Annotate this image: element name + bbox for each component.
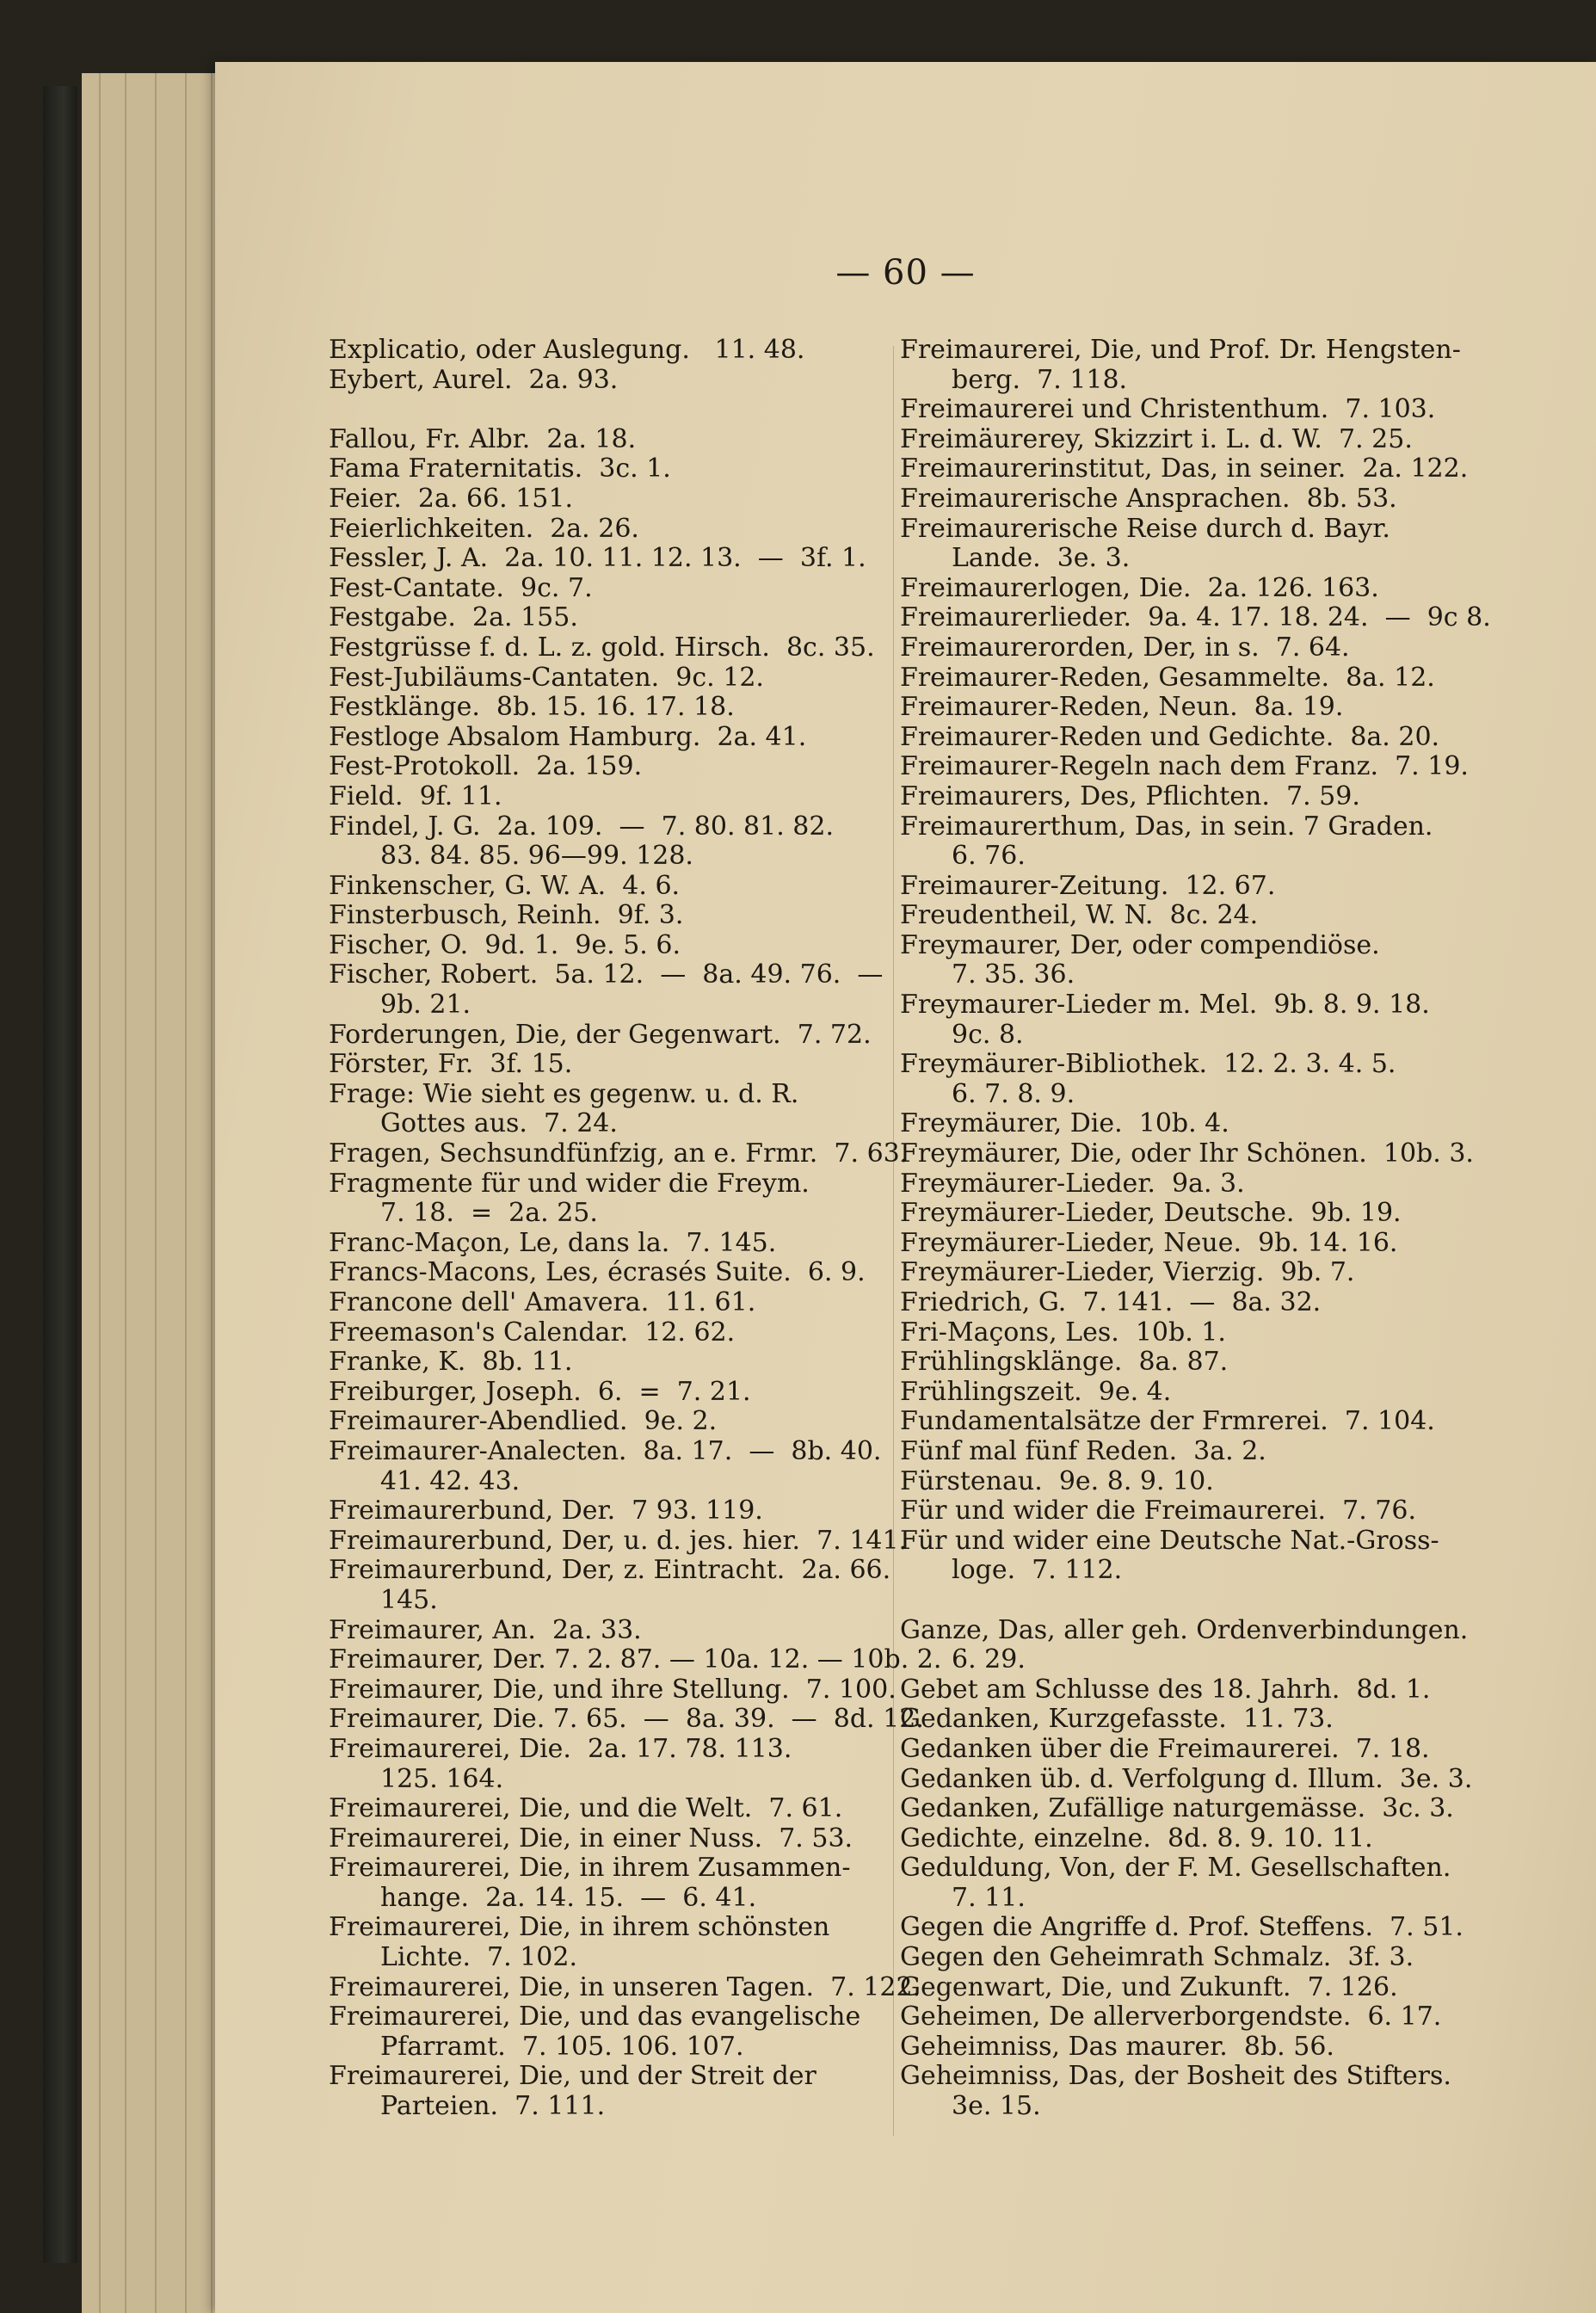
index-entry: Freimaurerei, Die, in ihrem Zusammen- bbox=[329, 1853, 851, 1884]
index-entry: Freymäurer-Lieder, Neue. 9b. 14. 16. bbox=[900, 1227, 1398, 1258]
index-entry: Fri-Maçons, Les. 10b. 1. bbox=[900, 1317, 1226, 1348]
index-entry: Gedanken über die Freimaurerei. 7. 18. bbox=[900, 1733, 1430, 1764]
index-entry: Geheimniss, Das maurer. 8b. 56. bbox=[900, 2031, 1334, 2062]
index-entry: Freiburger, Joseph. 6. = 7. 21. bbox=[329, 1376, 751, 1407]
index-entry: Freimaurerorden, Der, in s. 7. 64. bbox=[900, 632, 1350, 663]
index-entry: Forderungen, Die, der Gegenwart. 7. 72. bbox=[329, 1019, 872, 1050]
index-entry: Freimaurer, Die. 7. 65. — 8a. 39. — 8d. 12. bbox=[329, 1704, 924, 1735]
index-entry: Geduldung, Von, der F. M. Gesellschaften. bbox=[900, 1853, 1451, 1884]
index-entry: Freymäurer-Bibliothek. 12. 2. 3. 4. 5. bbox=[900, 1049, 1396, 1080]
index-entry: Freimaurerbund, Der, u. d. jes. hier. 7. 141. bbox=[329, 1525, 908, 1556]
index-entry-continuation: Gottes aus. 7. 24. bbox=[380, 1108, 618, 1139]
book-page bbox=[215, 62, 1596, 2313]
index-entry: Freymäurer-Lieder, Deutsche. 9b. 19. bbox=[900, 1198, 1402, 1229]
index-entry: Freimaurerei, Die, in unseren Tagen. 7. 122. bbox=[329, 1971, 921, 2002]
index-entry: Gedichte, einzelne. 8d. 8. 9. 10. 11. bbox=[900, 1823, 1373, 1853]
page-edge-line bbox=[99, 73, 101, 2313]
index-entry-continuation: berg. 7. 118. bbox=[952, 364, 1128, 395]
index-entry-continuation: loge. 7. 112. bbox=[952, 1555, 1123, 1586]
index-entry-continuation: 125. 164. bbox=[380, 1763, 504, 1794]
column-divider bbox=[893, 346, 894, 2136]
index-entry: Frage: Wie sieht es gegenw. u. d. R. bbox=[329, 1078, 799, 1109]
index-entry: Freimaurer-Reden, Gesammelte. 8a. 12. bbox=[900, 662, 1435, 693]
index-entry: Friedrich, G. 7. 141. — 8a. 32. bbox=[900, 1287, 1322, 1317]
index-entry: Freimaurer-Reden und Gedichte. 8a. 20. bbox=[900, 721, 1440, 752]
index-entry: Eybert, Aurel. 2a. 93. bbox=[329, 364, 619, 395]
index-entry: Festklänge. 8b. 15. 16. 17. 18. bbox=[329, 692, 735, 723]
index-entry: Franke, K. 8b. 11. bbox=[329, 1347, 573, 1378]
index-entry: Fischer, Robert. 5a. 12. — 8a. 49. 76. — bbox=[329, 959, 884, 990]
page-number: — 60 — bbox=[835, 253, 976, 293]
index-entry: Gegenwart, Die, und Zukunft. 7. 126. bbox=[900, 1971, 1398, 2002]
index-entry: Fallou, Fr. Albr. 2a. 18. bbox=[329, 423, 637, 454]
index-entry: Feier. 2a. 66. 151. bbox=[329, 483, 574, 514]
index-entry: Freymäurer-Lieder, Vierzig. 9b. 7. bbox=[900, 1257, 1355, 1288]
index-entry: Für und wider die Freimaurerei. 7. 76. bbox=[900, 1496, 1417, 1527]
index-entry: Freymaurer-Lieder m. Mel. 9b. 8. 9. 18. bbox=[900, 990, 1430, 1021]
index-entry: Fünf mal fünf Reden. 3a. 2. bbox=[900, 1435, 1266, 1466]
index-entry: Freimaurer-Reden, Neun. 8a. 19. bbox=[900, 692, 1344, 723]
index-entry: Freimaurerei, Die, und das evangelische bbox=[329, 2002, 861, 2032]
index-entry: Freimaurerbund, Der, z. Eintracht. 2a. 66. bbox=[329, 1555, 891, 1586]
blank-line bbox=[900, 1586, 1502, 1616]
index-entry: Freymäurer, Die, oder Ihr Schönen. 10b. 3. bbox=[900, 1138, 1474, 1169]
index-entry: Fundamentalsätze der Frmrerei. 7. 104. bbox=[900, 1406, 1435, 1437]
index-entry: Freimaurer, Die, und ihre Stellung. 7. 100. bbox=[329, 1674, 897, 1705]
index-entry: Fama Fraternitatis. 3c. 1. bbox=[329, 453, 671, 484]
index-entry: Francone dell' Amavera. 11. 61. bbox=[329, 1287, 756, 1317]
index-entry-continuation: 9b. 21. bbox=[380, 990, 471, 1021]
index-column-left bbox=[329, 335, 942, 2122]
index-entry: Fessler, J. A. 2a. 10. 11. 12. 13. — 3f. 1. bbox=[329, 543, 866, 574]
index-entry-continuation: 3e. 15. bbox=[952, 2091, 1041, 2122]
index-entry: Freimaurer-Regeln nach dem Franz. 7. 19. bbox=[900, 751, 1469, 782]
index-entry-continuation: 7. 35. 36. bbox=[952, 959, 1075, 990]
index-entry: Festgabe. 2a. 155. bbox=[329, 602, 578, 633]
index-entry-continuation: 83. 84. 85. 96—99. 128. bbox=[380, 841, 693, 872]
index-entry-continuation: Parteien. 7. 111. bbox=[380, 2091, 606, 2122]
index-entry: Freudentheil, W. N. 8c. 24. bbox=[900, 900, 1259, 931]
index-entry: Gegen die Angriffe d. Prof. Steffens. 7. 51. bbox=[900, 1912, 1464, 1943]
index-entry: Freimaurerei, Die, und die Welt. 7. 61. bbox=[329, 1793, 843, 1824]
index-entry-continuation: Lande. 3e. 3. bbox=[952, 543, 1131, 574]
index-entry: Fest-Protokoll. 2a. 159. bbox=[329, 751, 643, 782]
index-entry: Fischer, O. 9d. 1. 9e. 5. 6. bbox=[329, 929, 681, 960]
index-entry: Freymäurer, Die. 10b. 4. bbox=[900, 1108, 1229, 1139]
page-edge-line bbox=[211, 73, 213, 2313]
index-entry: Freimaurer-Zeitung. 12. 67. bbox=[900, 870, 1276, 901]
index-entry: Freimaurerinstitut, Das, in seiner. 2a. 122. bbox=[900, 453, 1469, 484]
index-entry: Freimaurerlogen, Die. 2a. 126. 163. bbox=[900, 572, 1379, 603]
index-entry: Freimaurers, Des, Pflichten. 7. 59. bbox=[900, 780, 1360, 811]
index-entry: Ganze, Das, aller geh. Ordenverbindungen. bbox=[900, 1614, 1469, 1645]
index-entry-continuation: 6. 7. 8. 9. bbox=[952, 1078, 1075, 1109]
index-entry-continuation: 7. 11. bbox=[952, 1882, 1026, 1913]
index-entry: Förster, Fr. 3f. 15. bbox=[329, 1049, 573, 1080]
index-entry: Freimaurerthum, Das, in sein. 7 Graden. bbox=[900, 811, 1433, 842]
index-entry: Freymäurer-Lieder. 9a. 3. bbox=[900, 1168, 1245, 1199]
index-entry-continuation: 6. 29. bbox=[952, 1644, 1026, 1675]
index-entry-continuation: Lichte. 7. 102. bbox=[380, 1942, 578, 1973]
index-entry: Fürstenau. 9e. 8. 9. 10. bbox=[900, 1465, 1214, 1496]
index-column-right bbox=[900, 336, 1502, 2122]
index-entry: Gegen den Geheimrath Schmalz. 3f. 3. bbox=[900, 1942, 1414, 1973]
index-entry: Gedanken, Kurzgefasste. 11. 73. bbox=[900, 1704, 1334, 1735]
page-edge-line bbox=[185, 73, 187, 2313]
index-entry: Freimaurerische Ansprachen. 8b. 53. bbox=[900, 483, 1397, 514]
index-entry-continuation: 145. bbox=[380, 1584, 438, 1615]
index-entry: Explicatio, oder Auslegung. 11. 48. bbox=[329, 335, 805, 365]
page-edge-line bbox=[155, 73, 157, 2313]
index-entry: Fragmente für und wider die Freym. bbox=[329, 1168, 810, 1199]
index-entry: Freimaurerei, Die, und der Streit der bbox=[329, 2061, 816, 2092]
index-entry: Freimaurerische Reise durch d. Bayr. bbox=[900, 513, 1390, 544]
index-entry-continuation: 41. 42. 43. bbox=[380, 1465, 521, 1496]
index-entry-continuation: 9c. 8. bbox=[952, 1019, 1024, 1050]
index-entry: Feierlichkeiten. 2a. 26. bbox=[329, 513, 639, 544]
index-entry: Finsterbusch, Reinh. 9f. 3. bbox=[329, 900, 684, 931]
page-edge-line bbox=[125, 73, 126, 2313]
index-entry: Freimaurerei, Die. 2a. 17. 78. 113. bbox=[329, 1733, 792, 1764]
index-entry: Field. 9f. 11. bbox=[329, 780, 502, 811]
index-entry-continuation: 6. 76. bbox=[952, 841, 1026, 872]
index-entry: Gedanken, Zufällige naturgemässe. 3c. 3. bbox=[900, 1793, 1454, 1824]
index-entry: Freimaurer-Analecten. 8a. 17. — 8b. 40. bbox=[329, 1435, 882, 1466]
index-entry: Finkenscher, G. W. A. 4. 6. bbox=[329, 870, 681, 901]
index-entry: Geheimen, De allerverborgendste. 6. 17. bbox=[900, 2002, 1442, 2032]
index-entry: Fest-Jubiläums-Cantaten. 9c. 12. bbox=[329, 662, 764, 693]
index-entry: Frühlingszeit. 9e. 4. bbox=[900, 1376, 1172, 1407]
blank-line bbox=[329, 395, 879, 425]
index-entry: Freimaurer, Der. 7. 2. 87. — 10a. 12. — 10b. 2. bbox=[329, 1644, 942, 1675]
index-entry: Freimaurerlieder. 9a. 4. 17. 18. 24. — 9c 8. bbox=[900, 602, 1491, 633]
index-entry: Freimaurerei, Die, in ihrem schönsten bbox=[329, 1912, 830, 1943]
index-entry: Gebet am Schlusse des 18. Jahrh. 8d. 1. bbox=[900, 1674, 1431, 1705]
index-entry: Freemason's Calendar. 12. 62. bbox=[329, 1317, 736, 1348]
index-entry: Franc-Maçon, Le, dans la. 7. 145. bbox=[329, 1227, 777, 1258]
index-entry: Für und wider eine Deutsche Nat.-Gross- bbox=[900, 1525, 1439, 1556]
index-entry: Freimaurer, An. 2a. 33. bbox=[329, 1614, 642, 1645]
index-entry: Freimaurerei, Die, und Prof. Dr. Hengsten- bbox=[900, 335, 1461, 365]
index-entry-continuation: hange. 2a. 14. 15. — 6. 41. bbox=[380, 1882, 757, 1913]
index-entry: Freimaurer-Abendlied. 9e. 2. bbox=[329, 1406, 718, 1437]
index-entry: Freimäurerey, Skizzirt i. L. d. W. 7. 25. bbox=[900, 423, 1413, 454]
index-entry: Festloge Absalom Hamburg. 2a. 41. bbox=[329, 721, 807, 752]
index-entry: Gedanken üb. d. Verfolgung d. Illum. 3e. 3. bbox=[900, 1763, 1473, 1794]
index-entry: Freimaurerei und Christenthum. 7. 103. bbox=[900, 394, 1436, 425]
index-entry: Fest-Cantate. 9c. 7. bbox=[329, 572, 593, 603]
index-entry: Freimaurerbund, Der. 7 93. 119. bbox=[329, 1496, 763, 1527]
index-entry: Freymaurer, Der, oder compendiöse. bbox=[900, 929, 1380, 960]
index-entry-continuation: Pfarramt. 7. 105. 106. 107. bbox=[380, 2031, 744, 2062]
index-entry: Fragen, Sechsundfünfzig, an e. Frmr. 7. 63. bbox=[329, 1138, 909, 1169]
book-spine-edge bbox=[43, 86, 77, 2263]
index-entry: Francs-Macons, Les, écrasés Suite. 6. 9. bbox=[329, 1257, 866, 1288]
index-entry: Festgrüsse f. d. L. z. gold. Hirsch. 8c. 35. bbox=[329, 632, 875, 663]
index-entry: Freimaurerei, Die, in einer Nuss. 7. 53. bbox=[329, 1823, 853, 1853]
index-entry: Geheimniss, Das, der Bosheit des Stifters. bbox=[900, 2061, 1451, 2092]
index-entry: Frühlingsklänge. 8a. 87. bbox=[900, 1347, 1229, 1378]
index-entry-continuation: 7. 18. = 2a. 25. bbox=[380, 1198, 598, 1229]
index-entry: Findel, J. G. 2a. 109. — 7. 80. 81. 82. bbox=[329, 811, 834, 842]
